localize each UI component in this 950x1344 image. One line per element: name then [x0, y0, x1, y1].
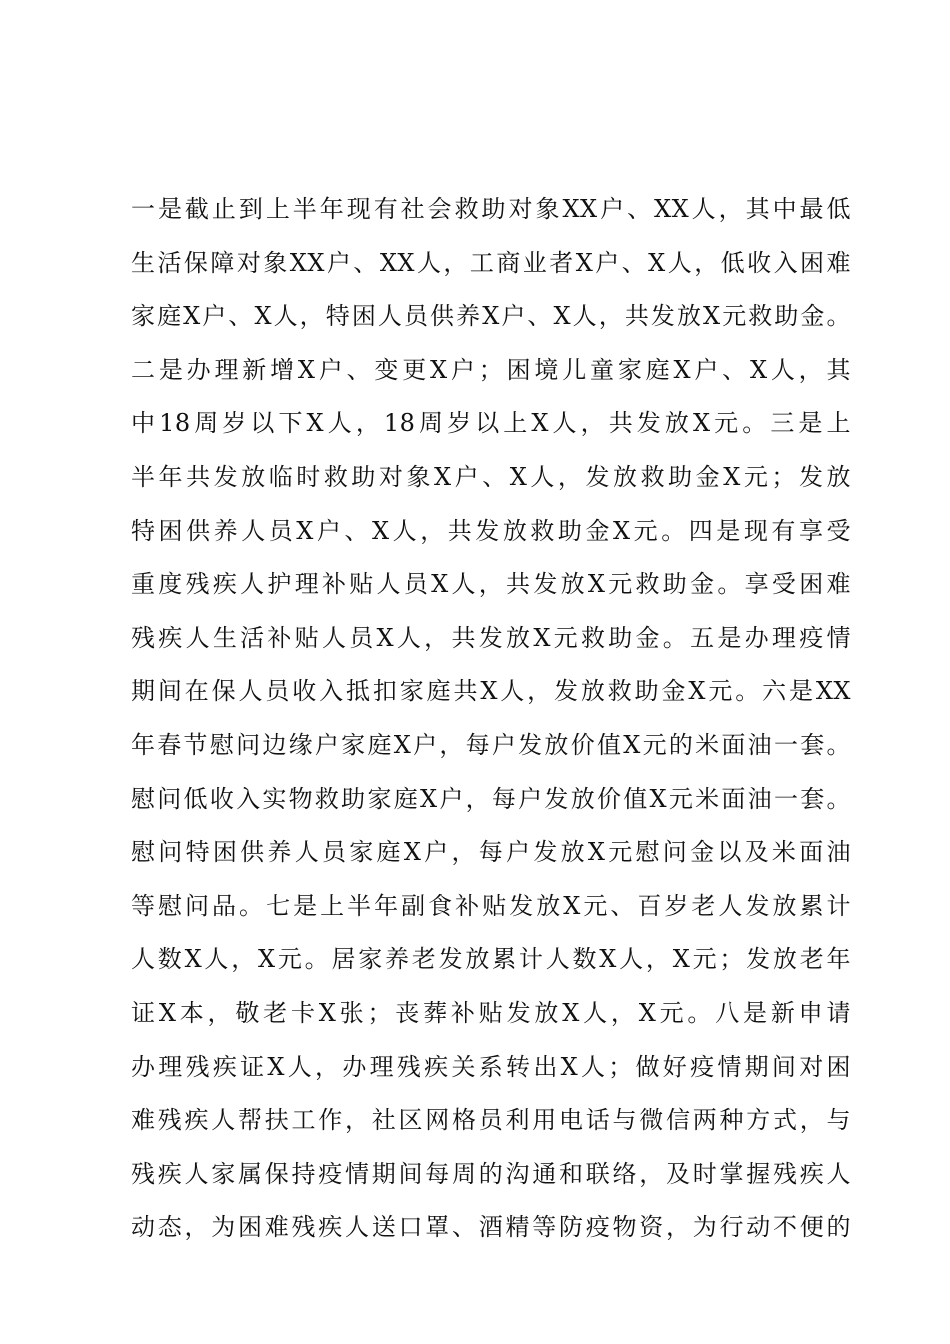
paragraph-line-3: 家庭X户、X人，特困人员供养X户、X人，共发放X元救助金。: [131, 302, 851, 331]
paragraph-line-5: 中18周岁以下X人，18周岁以上X人，共发放X元。三是上: [131, 409, 851, 438]
paragraph-line-7: 特困供养人员X户、X人，共发放救助金X元。四是现有享受: [131, 516, 851, 545]
paragraph-line-1: 一是截止到上半年现有社会救助对象XX户、XX人，其中最低: [131, 195, 851, 223]
paragraph-line-8: 重度残疾人护理补贴人员X人，共发放X元救助金。享受困难: [131, 570, 851, 599]
paragraph-line-18: 难残疾人帮扶工作，社区网格员利用电话与微信两种方式，与: [131, 1106, 851, 1135]
paragraph-line-10: 期间在保人员收入抵扣家庭共X人，发放救助金X元。六是XX: [131, 677, 851, 706]
paragraph-line-20: 动态，为困难残疾人送口罩、酒精等防疫物资，为行动不便的: [131, 1213, 851, 1242]
paragraph-line-16: 证X本，敬老卡X张；丧葬补贴发放X人，X元。八是新申请: [131, 998, 851, 1027]
paragraph-line-15: 人数X人，X元。居家养老发放累计人数X人，X元；发放老年: [131, 945, 851, 974]
body-paragraph: [131, 183, 851, 1255]
paragraph-line-9: 残疾人生活补贴人员X人，共发放X元救助金。五是办理疫情: [131, 623, 851, 652]
paragraph-line-12: 慰问低收入实物救助家庭X户，每户发放价值X元米面油一套。: [131, 784, 851, 813]
paragraph-line-6: 半年共发放临时救助对象X户、X人，发放救助金X元；发放: [131, 462, 851, 491]
paragraph-line-13: 慰问特困供养人员家庭X户，每户发放X元慰问金以及米面油: [131, 838, 851, 867]
paragraph-line-17: 办理残疾证X人，办理残疾关系转出X人；做好疫情期间对困: [131, 1052, 851, 1081]
paragraph-line-11: 年春节慰问边缘户家庭X户，每户发放价值X元的米面油一套。: [131, 730, 851, 759]
paragraph-line-14: 等慰问品。七是上半年副食补贴发放X元、百岁老人发放累计: [131, 891, 851, 920]
paragraph-line-2: 生活保障对象XX户、XX人，工商业者X户、X人，低收入困难: [131, 248, 851, 277]
paragraph-line-4: 二是办理新增X户、变更X户；困境儿童家庭X户、X人，其: [131, 355, 851, 384]
paragraph-line-19: 残疾人家属保持疫情期间每周的沟通和联络，及时掌握残疾人: [131, 1159, 851, 1188]
